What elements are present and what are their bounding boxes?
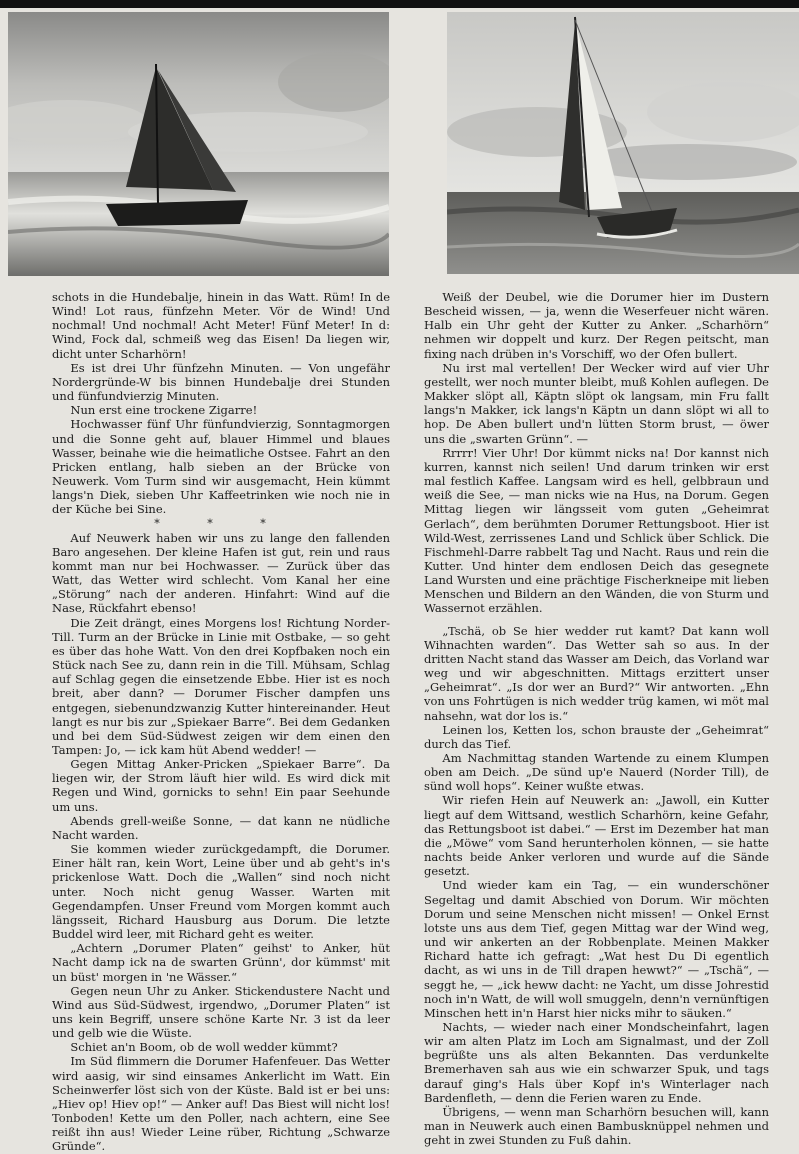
page-top-edge xyxy=(0,0,799,8)
paragraph: Rrrrr! Vier Uhr! Dor kümmt nicks na! Dor kannst nich kurren, kannst nich seilen! Und darum trinken wir erst mal festlich Kaffee. Langsam wird es hell, gelbbraun und weiß die See, — man nicks wie na Hus, na Dorum. Gegen Mittag liegen wir längsseit vom guten „Geheimrat Gerlach“, dem berühmten Dorumer Rettungsboot. Hier ist Wild-West, zerrissenes Land und Schlick über Schlick. Die Fischmehl-Darre rabbelt Tag und Nacht. Raus und rein die Kutter. Und hinter dem endlosen Deich das gesegnete Land Wursten und eine prächtige Fischerkneipe mit lieben Menschen und Bildern an den Wänden, die von Sturm und Wassernot erzählen. xyxy=(424,445,769,616)
paragraph: Abends grell-weiße Sonne, — dat kann ne nüdliche Nacht warden. xyxy=(52,813,390,842)
paragraph-gap xyxy=(424,616,769,624)
paragraph: „Achtern „Dorumer Platen“ geihst' to Anker, hüt Nacht damp ick na de swarten Grünn', dor kümmst' mit un büst' morgen in 'ne Wässer.“ xyxy=(52,941,390,984)
photo-sailboat-right xyxy=(447,12,799,274)
paragraph: Wir riefen Hein auf Neuwerk an: „Jawoll, ein Kutter liegt auf dem Wittsand, westlich Scharhörn, keine Gefahr, das Rettungsboot ist dabei.“ — Erst im Dezember hat man die „Möwe“ vom Sand herunterholen können, — sie hatte nachts beide Anker verloren und wurde auf die Sände gesetzt. xyxy=(424,793,769,879)
text-column-left xyxy=(52,290,390,1154)
text-column-right xyxy=(424,290,769,1147)
paragraph: Schiet an'n Boom, ob de woll wedder kümmt? xyxy=(70,1040,338,1055)
paragraph: Sie kommen wieder zurückgedampft, die Dorumer. Einer hält ran, kein Wort, Leine über und ab geht's in's prickenlose Watt. Doch die „Wallen“ sind noch nicht unter. Noch nicht genug Wasser. Warten mit Gegendampfen. Unser Freund vom Morgen kommt auch längsseit, Richard Hausburg aus Dorum. Die letzte Buddel wird leer, mit Richard geht es weiter. xyxy=(52,842,390,942)
paragraph: Hochwasser fünf Uhr fünfundvierzig, Sonntagmorgen und die Sonne geht auf, blauer Himmel und blaues Wasser, beinahe wie die heimatliche Ostsee. Fahrt an den Pricken entlang, halb sieben an der Brücke von Neuwerk. Vom Turm sind wir ausgemacht, Hein kümmt langs'n Diek, sieben Uhr Kaffeetrinken wie noch nie in der Küche bei Sine. xyxy=(52,417,390,517)
paragraph: Übrigens, — wenn man Scharhörn besuchen will, kann man in Neuwerk auch einen Bambusknüppel nehmen und geht in zwei Stunden zu Fuß dahin. xyxy=(424,1104,769,1148)
paragraph: Nachts, — wieder nach einer Mondscheinfahrt, lagen wir am alten Platz im Loch am Signalmast, und der Zoll begrüßte uns als alten Bekannten. Das verdunkelte Bremerhaven sah aus wie ein schwarzer Spuk, und tags darauf ging's Hals über Kopf in's Winterlager nach Bardenfleth, — denn die Ferien waren zu Ende. xyxy=(424,1019,769,1105)
section-divider-stars: * * * xyxy=(154,516,288,530)
paragraph: Im Süd flimmern die Dorumer Hafenfeuer. Das Wetter wird aasig, wir sind einsames Ankerlicht im Watt. Ein Scheinwerfer löst sich von der Küste. Bald ist er bei uns: „Hiev op! Hiev op!“ — Anker auf! Das Biest will nicht los! Tonboden! Kette um den Poller, nach achtern, eine See reißt ihn aus! Wieder Leine rüber, Richtung „Schwarze Gründe“. xyxy=(52,1054,390,1154)
paragraph: Auf Neuwerk haben wir uns zu lange den fallenden Baro angesehen. Der kleine Hafen ist gut, rein und raus kommt man nur bei Hochwasser. — Zurück über das Watt, das Wetter wird schlecht. Vom Kanal her eine „Störung“ nach der anderen. Hinfahrt: Wind auf die Nase, Rückfahrt ebenso! xyxy=(52,530,390,616)
photo-sailboat-left xyxy=(8,12,389,276)
paragraph: Es ist drei Uhr fünfzehn Minuten. — Von ungefähr Nordergründe-W bis binnen Hundebalje drei Stunden und fünfundvierzig Minuten. xyxy=(52,360,390,404)
paragraph: Nun erst eine trockene Zigarre! xyxy=(70,403,258,418)
paragraph: Gegen Mittag Anker-Pricken „Spiekaer Barre“. Da liegen wir, der Strom läuft hier wild. Es wird dick mit Regen und Wind, gornicks to sehn! Ein paar Seehunde um uns. xyxy=(52,757,390,814)
paragraph: „Tschä, ob Se hier wedder rut kamt? Dat kann woll Wihnachten warden“. Das Wetter sah so aus. In der dritten Nacht stand das Wasser am Deich, das Vorland war weg und wir abgeschnitten. Mittags erzittert unser „Geheimrat“. „Is dor wer an Burd?“ Wir antworten. „Ehn von uns Fohrtügen is nich wedder trüg kamen, wi möt mal nahsehn, wat dor los is.“ xyxy=(424,623,769,723)
paragraph: Die Zeit drängt, eines Morgens los! Richtung Norder-Till. Turm an der Brücke in Linie mit Ostbake, — so geht es über das hohe Watt. Von den drei Kopfbaken noch ein Stück nach See zu, dann rein in die Till. Mühsam, Schlag auf Schlag gegen die einsetzende Ebbe. Hier ist es noch breit, aber dann? — Dorumer Fischer dampfen uns entgegen, siebenundzwanzig Kutter hintereinander. Heut langt es nur bis zur „Spiekaer Barre“. Bei dem Gedanken und bei dem Süd-Südwest zeigen wir dem einen den Tampen: Jo, — ick kam hüt Abend wedder! — xyxy=(52,615,390,757)
paragraph: Gegen neun Uhr zu Anker. Stickendustere Nacht und Wind aus Süd-Südwest, irgendwo, „Dorumer Platen“ ist uns kein Begriff, unsere schöne Karte Nr. 3 ist da leer und gelb wie die Wüste. xyxy=(52,983,390,1041)
paragraph: Leinen los, Ketten los, schon brauste der „Geheimrat“ durch das Tief. xyxy=(424,722,769,751)
paragraph: Und wieder kam ein Tag, — ein wunderschöner Segeltag und damit Abschied von Dorum. Wir möchten Dorum und seine Menschen nicht missen! — Onkel Ernst lotste uns aus dem Tief, gegen Mittag war der Wind weg, und wir ankerten an der Robbenplate. Meinen Makker Richard hatte ich gefragt: „Wat hest Du Di egentlich dacht, as wi uns in de Till drapen hewwt?“ — „Tschä“, — seggt he, — „ick heww dacht: ne Yacht, um disse Johrestid noch in'n Watt, de will woll smuggeln, denn'n vernünftigen Minschen hett in'n Harst hier nicks mihr to säuken.“ xyxy=(424,878,769,1020)
paragraph: Weiß der Deubel, wie die Dorumer hier im Dustern Bescheid wissen, — ja, wenn die Weserfeuer nicht wären. Halb ein Uhr geht der Kutter zu Anker. „Scharhörn“ nehmen wir doppelt und kurz. Der Regen peitscht, man fixing nach drüben in's Vorschiff, wo der Ofen bullert. xyxy=(424,290,769,361)
paragraph: schots in die Hundebalje, hinein in das Watt. Rüm! In de Wind! Lot raus, fünfzehn Meter. Vör de Wind! Und nochmal! Und nochmal! Acht Meter! Fünf Meter! In d: Wind, Fock dal, schmeiß weg das Eisen! Da liegen wir, dicht unter Scharhörn! xyxy=(52,290,390,361)
paragraph: Am Nachmittag standen Wartende zu einem Klumpen oben am Deich. „De sünd up'e Nauerd (Norder Till), de sünd woll hops“. Keiner wußte etwas. xyxy=(424,751,769,794)
paragraph: Nu irst mal vertellen! Der Wecker wird auf vier Uhr gestellt, wer noch munter bleibt, muß Kohlen auflegen. De Makker slöpt all, Käptn slöpt ok langsam, min Fru fallt langs'n Makker, ick langs'n Käptn un dann slöpt wi all to hop. De Aben bullert und'n lütten Storm brust, — öwer uns die „swarten Grünn“. — xyxy=(424,360,769,446)
